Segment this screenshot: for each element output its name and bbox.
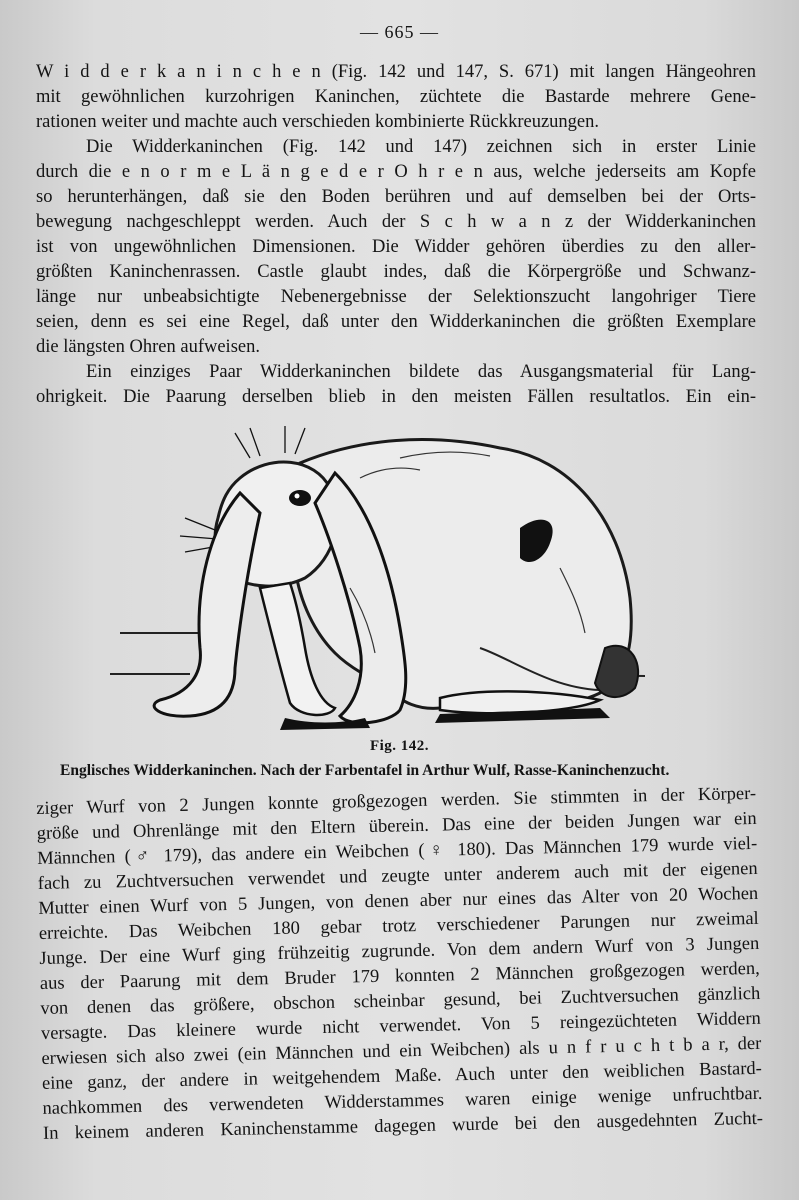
text-line: aus der Paarung mit dem Bruder 179 konnten 2 Männchen großgezogen werden, [39,958,760,994]
text-line: ohrigkeit. Die Paarung derselben blieb in den meisten Fällen resultatlos. Ein ein- [36,387,756,407]
text-line: erreichte. Das Weibchen 180 gebar trotz verschiedener Parungen nur zweimal [38,908,759,944]
text-line: Mutter einen Wurf von 5 Jungen, von denen aber nur eines das Alter von 20 Wochen [38,883,759,919]
figure-caption: Englisches Widderkaninchen. Nach der Farbentafel in Arthur Wulf, Rasse-Kaninchenzucht. [60,762,670,779]
text-line: von denen das größere, obschon scheinbar gesund, bei Zuchtversuchen gänzlich [40,983,761,1019]
text-line: eine ganz, der andere in weitgehendem Maße. Auch unter den weiblichen Bastard- [41,1058,763,1094]
text-line: mit gewöhnlichen kurzohrigen Kaninchen, züchtete die Bastarde mehrere Gene- [36,87,756,107]
text-line: bewegung nachgeschleppt werden. Auch der S c h w a n z der Widderkaninchen [36,212,756,232]
text-line: durch die e n o r m e L ä n g e d e r O h r e n aus, welche jederseits am Kopfe [36,162,756,182]
page-number: — 665 — [360,22,439,42]
text-line: erwiesen sich also zwei (ein Männchen und ein Weibchen) als u n f r u c h t b a r, der [41,1033,762,1069]
rabbit-illustration [100,418,660,748]
text-block-top [36,60,756,410]
text-line: ziger Wurf von 2 Jungen konnte großgezogen werden. Sie stimmten in der Körper- [36,783,757,819]
text-line: nachkommen des verwendeten Widderstammes waren einige wenige unfruchtbar. [42,1083,763,1119]
text-line: Männchen (♂ 179), das andere ein Weibchen (♀ 180). Das Männchen 179 wurde viel- [37,833,758,869]
text-line: länge nur unbeabsichtigte Nebenergebnisse der Selektionszucht langohriger Tiere [36,287,756,307]
text-line: versagte. Das kleinere wurde nicht verwendet. Von 5 reingezüchteten Widdern [40,1008,762,1044]
text-line: größe und Ohrenlänge mit den Eltern überein. Das eine der beiden Jungen war ein [36,808,757,844]
figure-label: Fig. 142. [369,738,430,754]
text-line: die längsten Ohren aufweisen. [36,337,260,357]
text-line: größten Kaninchenrassen. Castle glaubt indes, daß die Körpergröße und Schwanz- [36,262,756,282]
text-line: Junge. Der eine Wurf ging frühzeitig zugrunde. Von dem andern Wurf von 3 Jungen [39,933,760,969]
text-line: so herunterhängen, daß sie den Boden berühren und auf demselben bei der Orts- [36,187,756,207]
text-block-bottom [36,782,763,1147]
text-line: ist von ungewöhnlichen Dimensionen. Die Widder gehören überdies zu den aller- [36,237,756,257]
text-line: Ein einziges Paar Widderkaninchen bildete das Ausgangsmaterial für Lang- [86,362,756,382]
text-line: W i d d e r k a n i n c h e n (Fig. 142 und 147, S. 671) mit langen Hängeohren [36,62,756,82]
text-line: rationen weiter und machte auch verschieden kombinierte Rückkreuzungen. [36,112,600,132]
text-line: In keinem anderen Kaninchenstamme dagegen wurde bei den ausgedehnten Zucht- [42,1108,764,1144]
text-line: seien, denn es sei eine Regel, daß unter den Widderkaninchen die größten Exemplare [36,312,756,332]
text-line: Die Widderkaninchen (Fig. 142 und 147) zeichnen sich in erster Linie [86,137,756,157]
text-line: fach zu Zuchtversuchen verwendet und zeugte unter anderem auch mit der eigenen [37,858,758,894]
